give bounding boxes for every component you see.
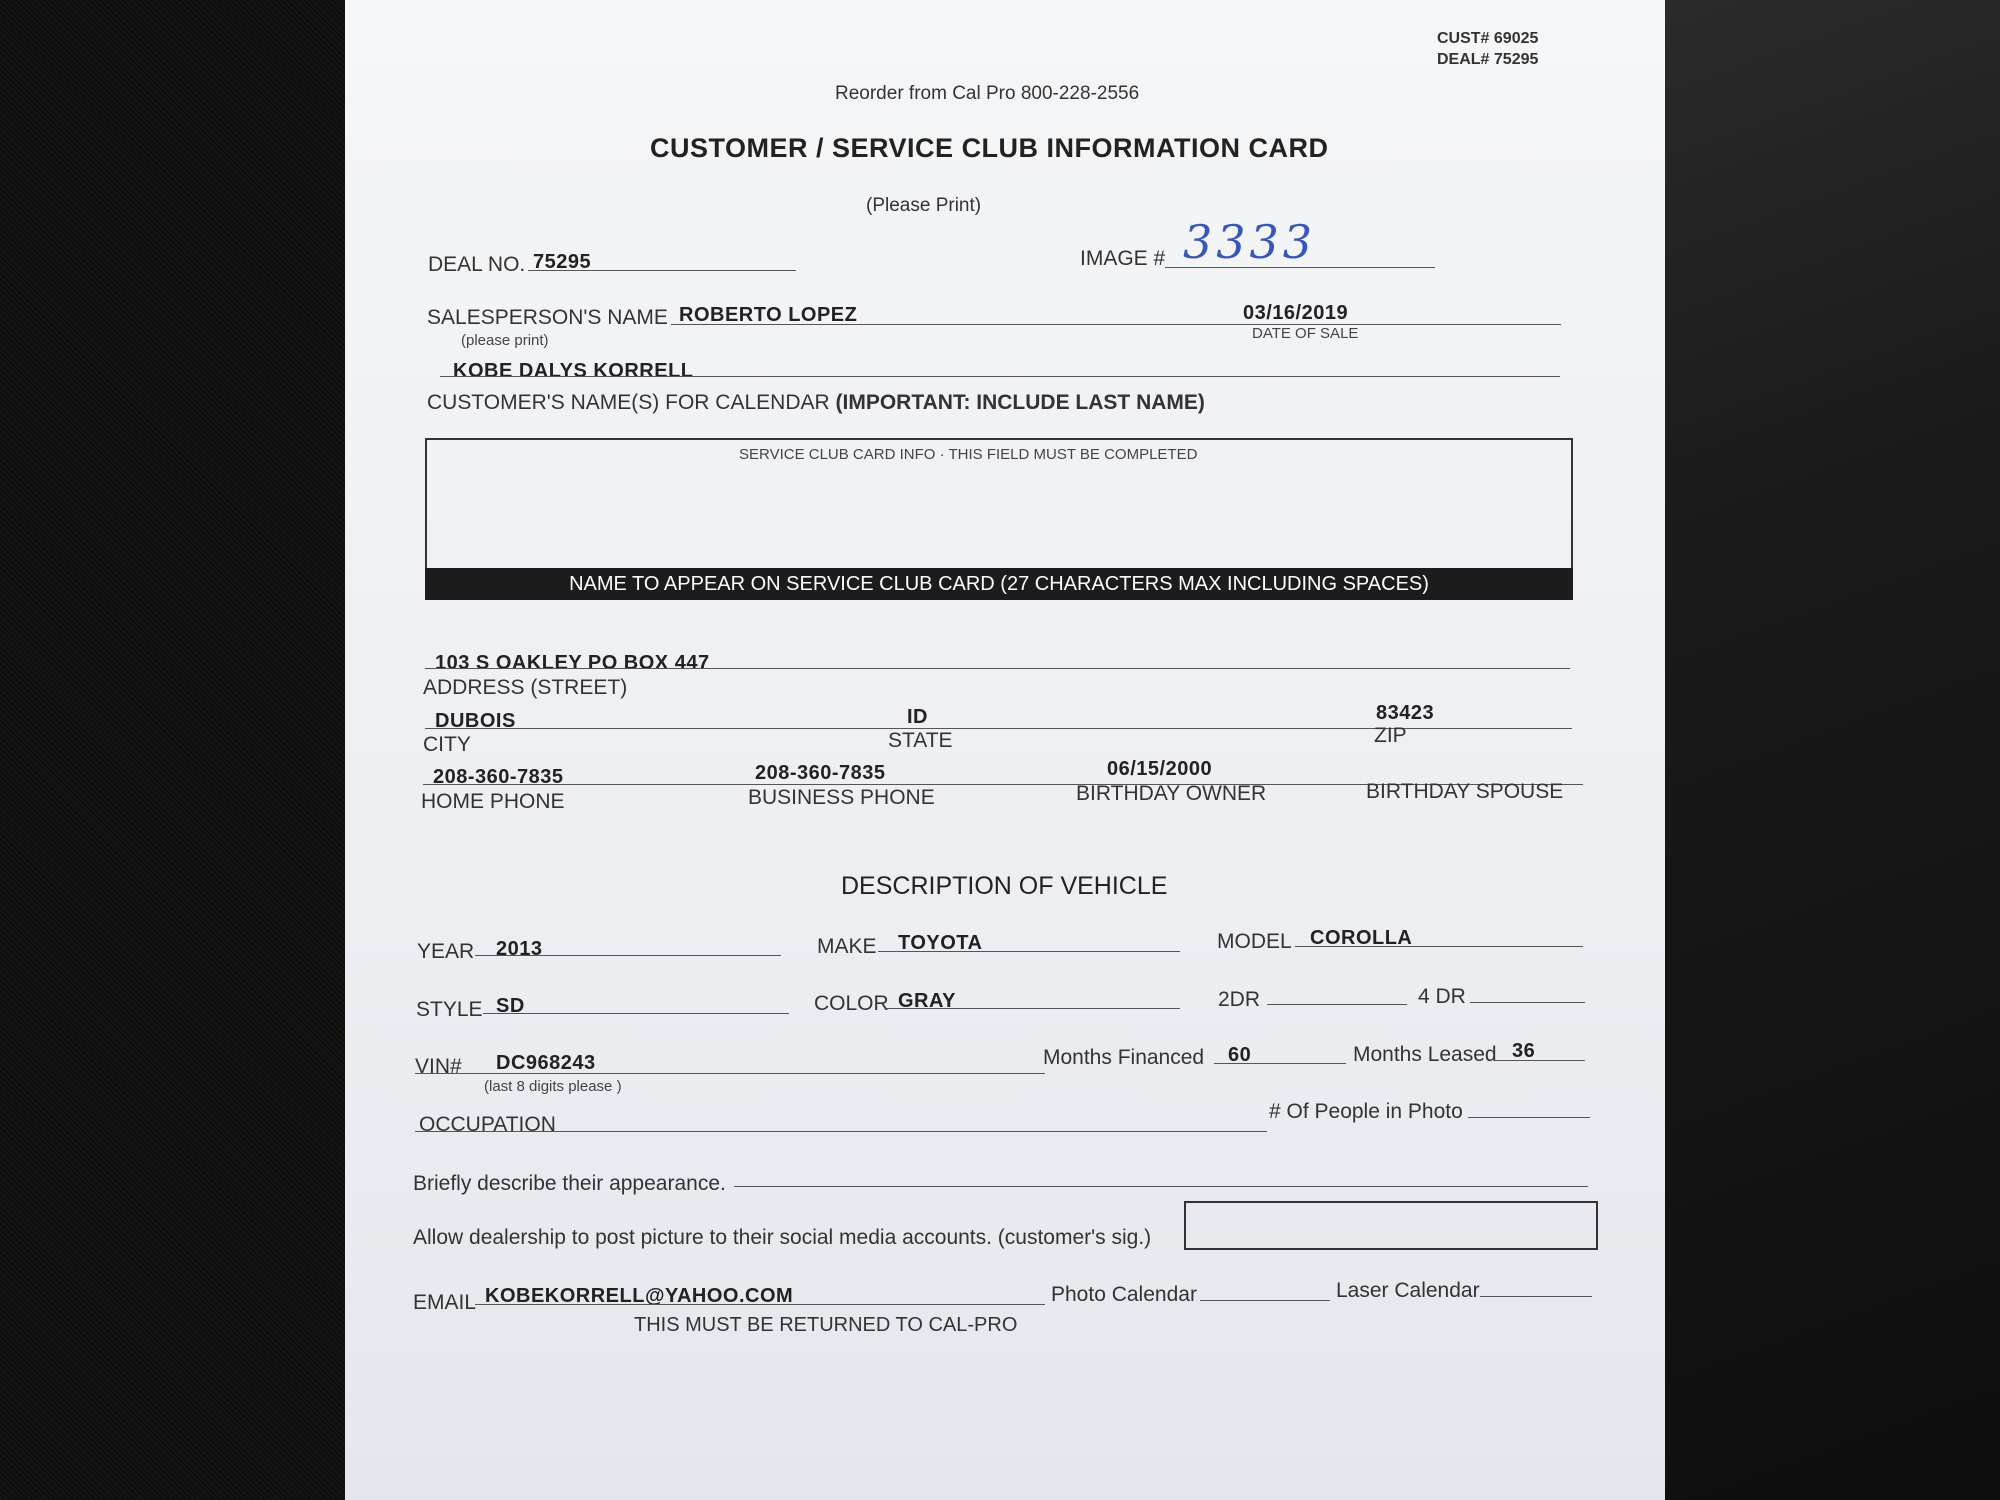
page-title: CUSTOMER / SERVICE CLUB INFORMATION CARD <box>650 133 1329 163</box>
footer-return-note: THIS MUST BE RETURNED TO CAL-PRO <box>634 1314 1018 1336</box>
information-card <box>345 0 1665 1500</box>
color-value: GRAY <box>898 990 956 1012</box>
please-print-note: (Please Print) <box>866 195 982 216</box>
birthday-owner-label: BIRTHDAY OWNER <box>1076 782 1267 805</box>
occupation-line <box>415 1131 1267 1132</box>
email-value: KOBEKORRELL@YAHOO.COM <box>485 1285 794 1307</box>
style-label: STYLE <box>416 998 483 1021</box>
make-line <box>878 951 1180 952</box>
style-line <box>483 1013 789 1014</box>
customer-name-label-text: CUSTOMER'S NAME(S) FOR CALENDAR <box>427 391 830 414</box>
home-phone-label: HOME PHONE <box>421 790 565 813</box>
state-value: ID <box>907 706 928 728</box>
deal-number-corner: DEAL# 75295 <box>1437 51 1539 68</box>
zip-value: 83423 <box>1376 702 1435 724</box>
address-line <box>425 668 1570 669</box>
months-leased-line <box>1495 1060 1585 1061</box>
city-value: DUBOIS <box>435 710 516 732</box>
address-label: ADDRESS (STREET) <box>423 676 628 699</box>
months-leased-label: Months Leased <box>1353 1043 1497 1066</box>
birthday-owner-value: 06/15/2000 <box>1107 758 1213 780</box>
make-value: TOYOTA <box>898 932 983 954</box>
make-label: MAKE <box>817 935 877 958</box>
address-value: 103 S OAKLEY PO BOX 447 <box>435 652 710 674</box>
zip-label: ZIP <box>1374 724 1407 747</box>
appearance-line <box>734 1186 1588 1187</box>
months-financed-label: Months Financed <box>1043 1046 1205 1069</box>
vin-line <box>415 1073 1045 1074</box>
image-value-handwritten: 3333 <box>1183 215 1317 269</box>
months-financed-value: 60 <box>1228 1044 1252 1066</box>
business-phone-label: BUSINESS PHONE <box>748 786 935 809</box>
state-label: STATE <box>888 729 953 752</box>
four-door-line <box>1470 1002 1585 1003</box>
photo-calendar-line <box>1200 1300 1330 1301</box>
laser-calendar-label: Laser Calendar <box>1336 1279 1480 1302</box>
year-value: 2013 <box>496 938 543 960</box>
salesperson-value: ROBERTO LOPEZ <box>679 304 858 326</box>
signature-box <box>1184 1201 1598 1250</box>
vin-label: VIN# <box>415 1055 462 1078</box>
social-media-label: Allow dealership to post picture to their social media accounts. (customer's sig.) <box>413 1226 1152 1249</box>
reorder-text: Reorder from Cal Pro 800-228-2556 <box>835 83 1140 104</box>
deal-no-label: DEAL NO. <box>428 253 526 276</box>
business-phone-value: 208-360-7835 <box>755 762 886 784</box>
four-door-label: 4 DR <box>1418 985 1466 1008</box>
birthday-spouse-label: BIRTHDAY SPOUSE <box>1366 780 1564 803</box>
customer-name-value: KOBE DALYS KORRELL <box>453 360 694 382</box>
background-left <box>0 0 360 1500</box>
customer-name-line <box>440 376 1560 377</box>
model-label: MODEL <box>1217 930 1292 953</box>
email-label: EMAIL <box>413 1291 477 1314</box>
color-line <box>885 1008 1180 1009</box>
year-line <box>475 955 781 956</box>
style-value: SD <box>496 995 525 1017</box>
sale-date-value: 03/16/2019 <box>1243 302 1349 324</box>
service-club-box-header: SERVICE CLUB CARD INFO · THIS FIELD MUST BE COMPLETED <box>739 446 1198 463</box>
model-line <box>1295 946 1583 947</box>
photo-calendar-label: Photo Calendar <box>1051 1283 1197 1306</box>
people-in-photo-line <box>1468 1117 1590 1118</box>
laser-calendar-line <box>1480 1296 1592 1297</box>
vin-value: DC968243 <box>496 1052 596 1074</box>
image-label: IMAGE # <box>1080 247 1166 270</box>
customer-name-label-important: (IMPORTANT: INCLUDE LAST NAME) <box>835 391 1205 414</box>
salesperson-line <box>671 324 1561 325</box>
email-line <box>475 1304 1045 1305</box>
color-label: COLOR <box>814 992 889 1015</box>
salesperson-label: SALESPERSON'S NAME <box>427 306 668 329</box>
sale-date-label: DATE OF SALE <box>1252 325 1359 342</box>
people-in-photo-label: # Of People in Photo <box>1269 1100 1463 1123</box>
deal-no-value: 75295 <box>533 251 592 273</box>
months-financed-line <box>1214 1063 1346 1064</box>
vehicle-heading: DESCRIPTION OF VEHICLE <box>841 872 1168 900</box>
appearance-label: Briefly describe their appearance. <box>413 1172 726 1195</box>
cust-number: CUST# 69025 <box>1437 30 1539 47</box>
months-leased-value: 36 <box>1512 1040 1536 1062</box>
two-door-line <box>1267 1004 1407 1005</box>
occupation-label: OCCUPATION <box>419 1113 556 1136</box>
image-line <box>1165 267 1435 268</box>
service-club-name-bar: NAME TO APPEAR ON SERVICE CLUB CARD (27 CHARACTERS MAX INCLUDING SPACES) <box>425 568 1573 600</box>
year-label: YEAR <box>417 940 475 963</box>
home-phone-value: 208-360-7835 <box>433 766 564 788</box>
city-label: CITY <box>423 733 471 756</box>
model-value: COROLLA <box>1310 927 1413 949</box>
vin-sublabel: (last 8 digits please ) <box>484 1078 622 1095</box>
two-door-label: 2DR <box>1218 988 1261 1011</box>
deal-no-line <box>528 270 796 271</box>
customer-name-label <box>427 391 1205 415</box>
salesperson-sublabel: (please print) <box>461 332 549 349</box>
